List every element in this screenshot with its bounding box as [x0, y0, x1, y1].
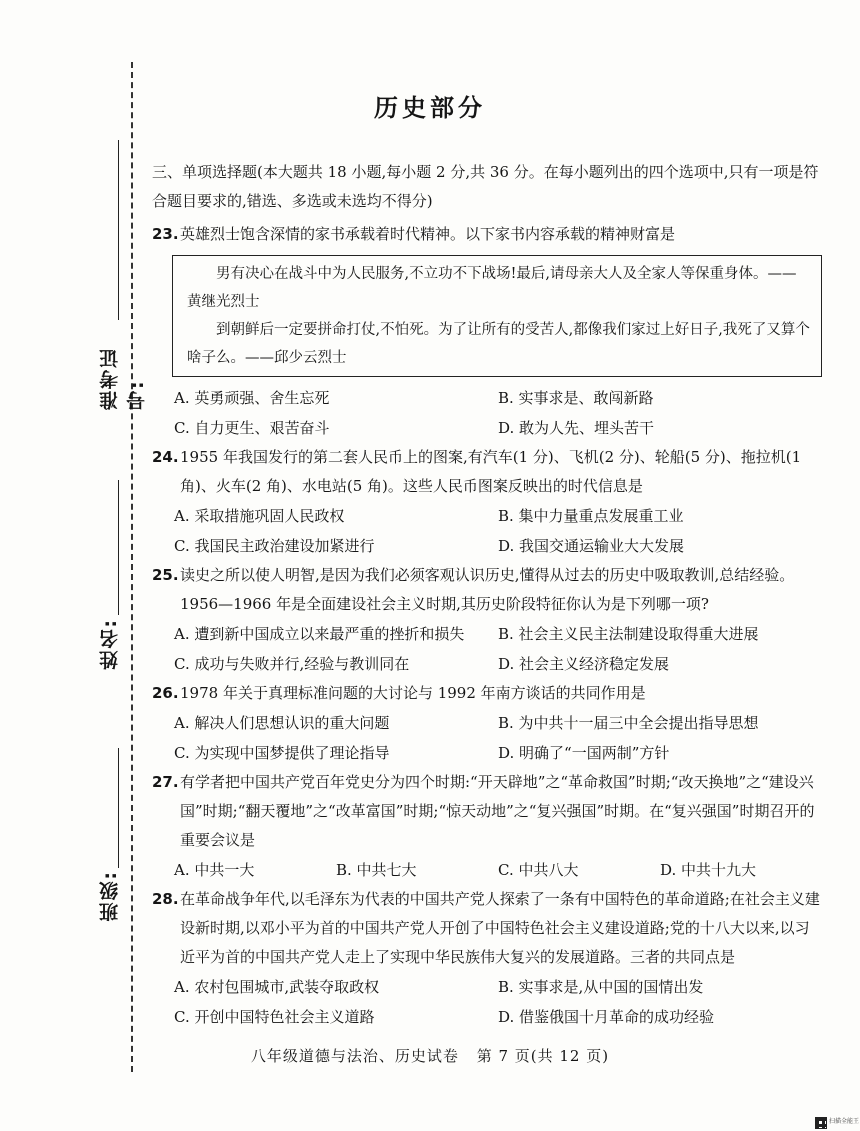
qr-code-icon: [815, 1117, 827, 1129]
question-24: [152, 443, 822, 561]
option-b: B. 实事求是,从中国的国情出发: [498, 978, 704, 996]
question-25: [152, 561, 822, 679]
option-b: B. 实事求是、敢闯新路: [498, 389, 654, 407]
class-underline: [118, 748, 119, 868]
question-stem: 在革命战争年代,以毛泽东为代表的中国共产党人探索了一条有中国特色的革命道路;在社会主义建设新时期,以邓小平为首的中国共产党人开创了中国特色社会主义建设道路;党的十八大以来,以习近平为首的中国共产党人走上了实现中华民族伟大复兴的发展道路。三者的共同点是: [180, 890, 820, 966]
name-label: 姓名:: [99, 618, 121, 670]
option-d: D. 敢为人先、埋头苦干: [498, 419, 655, 437]
question-27: [152, 768, 822, 885]
option-c: C. 开创中国特色社会主义道路: [174, 1008, 375, 1026]
exam-id-underline: [118, 140, 119, 320]
question-stem: 英雄烈士饱含深情的家书承载着时代精神。以下家书内容承载的精神财富是: [180, 225, 676, 243]
question-number: 28.: [152, 890, 179, 908]
question-stem: 有学者把中国共产党百年党史分为四个时期:“开天辟地”之“革命救国”时期;“改天换地”之“建设兴国”时期;“翻天覆地”之“改革富国”时期;“惊天动地”之“复兴强国”时期。在“复兴强国”时期召开的重要会议是: [180, 773, 815, 849]
option-b: B. 为中共十一届三中全会提出指导思想: [498, 714, 759, 732]
question-area: [152, 158, 822, 1032]
exam-id-field: [96, 140, 148, 410]
options: [152, 855, 822, 885]
option-b: B. 社会主义民主法制建设取得重大进展: [498, 625, 759, 643]
option-c: C. 成功与失败并行,经验与教训同在: [174, 655, 410, 673]
option-d: D. 我国交通运输业大大发展: [498, 537, 685, 555]
page-title: 历史部分: [374, 94, 486, 122]
option-c: C. 我国民主政治建设加紧进行: [174, 537, 375, 555]
option-b: B. 集中力量重点发展重工业: [498, 507, 684, 525]
question-stem: 读史之所以使人明智,是因为我们必须客观认识历史,懂得从过去的历史中吸取教训,总结经验。1956—1966 年是全面建设社会主义时期,其历史阶段特征你认为是下列哪一项?: [180, 566, 795, 613]
options: [152, 619, 822, 679]
page-footer: [0, 1045, 860, 1066]
name-underline: [118, 480, 119, 615]
question-number: 26.: [152, 684, 179, 702]
option-c: C. 中共八大: [498, 861, 579, 879]
question-number: 25.: [152, 566, 179, 584]
question-stem: 1978 年关于真理标准问题的大讨论与 1992 年南方谈话的共同作用是: [180, 684, 646, 702]
option-a: A. 英勇顽强、舍生忘死: [174, 389, 330, 407]
option-a: A. 解决人们思想认识的重大问题: [174, 714, 390, 732]
option-b: B. 中共七大: [336, 861, 417, 879]
question-26: [152, 679, 822, 768]
options: [152, 972, 822, 1032]
letter-quote-box: [172, 255, 822, 377]
paper-name: 八年级道德与法治、历史试卷: [250, 1047, 459, 1065]
class-label: 班级:: [99, 870, 121, 922]
option-a: A. 遭到新中国成立以来最严重的挫折和损失: [174, 625, 465, 643]
question-stem: 1955 年我国发行的第二套人民币上的图案,有汽车(1 分)、飞机(2 分)、轮船(5 分)、拖拉机(1 角)、火车(2 角)、水电站(5 角)。这些人民币图案反映出的时代信息是: [180, 448, 802, 495]
exam-id-label: 准考证号:: [99, 347, 148, 410]
question-23: [152, 220, 822, 443]
option-c: C. 为实现中国梦提供了理论指导: [174, 744, 390, 762]
option-a: A. 中共一大: [174, 861, 255, 879]
question-number: 24.: [152, 448, 179, 466]
option-a: A. 农村包围城市,武装夺取政权: [174, 978, 380, 996]
question-28: [152, 885, 822, 1032]
options: [152, 383, 822, 443]
question-number: 23.: [152, 225, 179, 243]
page-number: 第 7 页(共 12 页): [476, 1047, 610, 1065]
option-d: D. 借鉴俄国十月革命的成功经验: [498, 1008, 715, 1026]
scanner-watermark: 扫描全能王: [829, 1118, 860, 1125]
option-c: C. 自力更生、艰苦奋斗: [174, 419, 330, 437]
options: [152, 501, 822, 561]
quote-huang-jiguang: 男有决心在战斗中为人民服务,不立功不下战场!最后,请母亲大人及全家人等保重身体。——黄继光烈士: [187, 266, 797, 310]
option-d: D. 社会主义经济稳定发展: [498, 655, 670, 673]
name-field: [96, 480, 136, 680]
question-number: 27.: [152, 773, 179, 791]
class-field: [96, 748, 136, 948]
options: [152, 708, 822, 768]
option-d: D. 明确了“一国两制”方针: [498, 744, 670, 762]
section-heading: 三、单项选择题(本大题共 18 小题,每小题 2 分,共 36 分。在每小题列出的四个选项中,只有一项是符合题目要求的,错选、多选或未选均不得分): [152, 163, 819, 210]
option-a: A. 采取措施巩固人民政权: [174, 507, 345, 525]
option-d: D. 中共十九大: [660, 861, 757, 879]
quote-qiu-shaoyun: 到朝鲜后一定要拼命打仗,不怕死。为了让所有的受苦人,都像我们家过上好日子,我死了又算个啥子么。——邱少云烈士: [187, 322, 810, 366]
